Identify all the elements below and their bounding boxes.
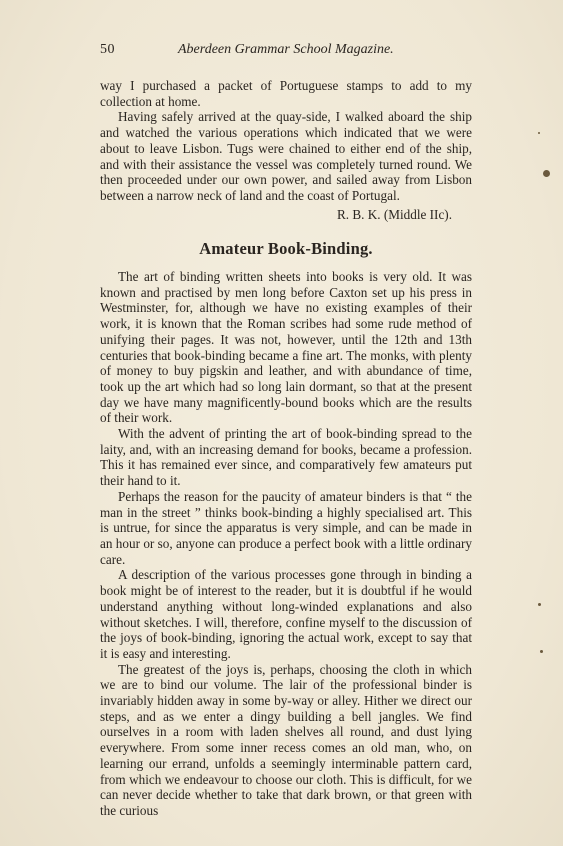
paper-speck — [543, 170, 550, 177]
paper-speck — [538, 603, 541, 606]
author-signature: R. B. K. (Middle IIc). — [336, 206, 452, 222]
article-title: Amateur Book-Binding. — [199, 239, 373, 259]
page-header — [100, 41, 470, 59]
paragraph: The greatest of the joys is, perhaps, choosing the cloth in which we are to bind our volume. The lair of the professional binder is invariably hidden away in some by-way or alley. Hither we direct our steps, and as we enter a dingy building a bell jangles. We find ourselves in a room with laden shelves all round, and dust lying everywhere. From some inner recess comes an old man, who, on learning our errand, unfolds a seemingly interminable pattern card, from which we endeavour to choose our cloth. This is difficult, for we can never decide whether to take that dark brown, or that green with the curious — [100, 661, 472, 818]
page-number: 50 — [100, 42, 115, 57]
paragraph: way I purchased a packet of Portuguese stamps to add to my collection at home. — [100, 78, 472, 109]
paper-speck — [540, 650, 543, 653]
paragraph: The art of binding written sheets into books is very old. It was known and practised by men long before Caxton set up his press in Westminster, for, although we have no existing examples of their work, it is known that the Roman scribes had some rude method of unifying their pages. It was not, however, until the 12th and 13th centuries that book-binding became a fine art. The monks, with plenty of money to buy pigskin and leather, and with abundance of time, took up the art which had so long lain dormant, so that at the present day we have many magnificently-bound books which are the results of their work. — [100, 269, 472, 426]
paragraph: With the advent of printing the art of book-binding spread to the laity, and, with an increasing demand for books, became a profession. This it has remained ever since, and comparatively few amateurs put their hand to it. — [100, 426, 472, 489]
paragraph: Having safely arrived at the quay-side, I walked aboard the ship and watched the various operations which indicated that we were about to leave Lisbon. Tugs were chained to either end of the ship, and with their assistance the vessel was completely turned round. We then proceeded under our own power, and sailed away from Lisbon between a narrow neck of land and the coast of Portugal. — [100, 109, 472, 203]
page-content — [100, 78, 472, 819]
paragraph: Perhaps the reason for the paucity of amateur binders is that “ the man in the street ” thinks book-binding a highly specialised art. This is untrue, for since the apparatus is very simple, and can be made in an hour or so, anyone can produce a perfect book with a little ordinary care. — [100, 488, 472, 567]
paper-speck — [538, 132, 540, 134]
paragraph: A description of the various processes gone through in binding a book might be of interest to the reader, but it is doubtful if he would understand anything without long-winded explanations and also without sketches. I will, therefore, confine myself to the discussion of the joys of book-binding, ignoring the actual work, except to say that it is easy and interesting. — [100, 567, 472, 661]
running-title: Aberdeen Grammar School Magazine. — [178, 42, 394, 57]
